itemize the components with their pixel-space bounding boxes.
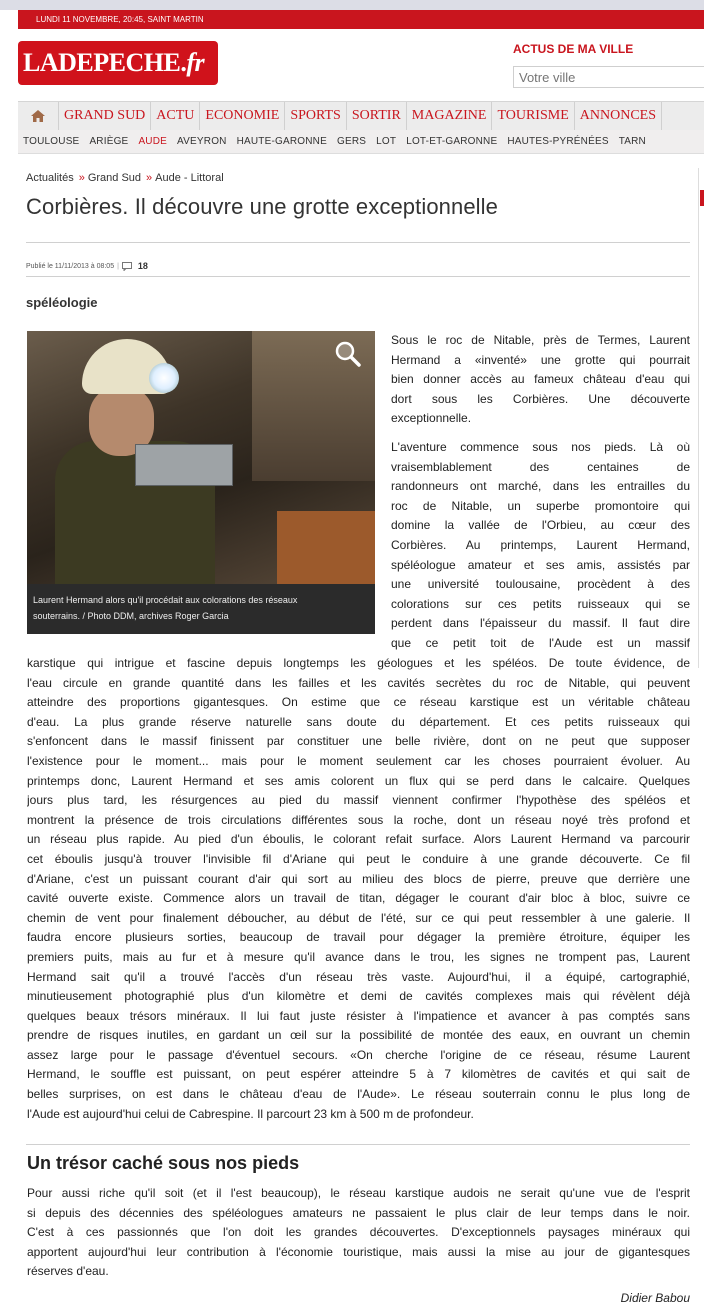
subnav-aude[interactable]: AUDE — [138, 136, 168, 147]
divider — [26, 242, 690, 243]
photo-caption — [27, 584, 375, 634]
publish-date: Publié le 11/11/2013 à 08:05 — [26, 262, 115, 270]
paragraph-conclusion — [27, 1184, 690, 1282]
text-line: dort sous les Corbières. Une découverte — [391, 391, 690, 406]
paragraph-body-wide — [27, 654, 690, 1124]
text-line: une université toulousaine, procèdent à des — [391, 577, 690, 592]
text-line: premiers puits, mais au fur et à mesure qu'il avance dans le trou, les signes ne trompent pas, Laurent — [27, 949, 690, 964]
text-line: un réseau plus rapide. Au pied d'un éboulis, le colorant refait surface. Alors Laurent Hermand va parcourir — [27, 832, 690, 847]
main-nav — [18, 101, 704, 131]
nav-item-magazine[interactable]: MAGAZINE — [407, 102, 493, 130]
text-line: que ce petit toit de l'Aude est un massif — [391, 635, 690, 650]
text-line: s'enfoncent dans le massif finissent par constituer une belle rivière, dont on ne peut que supposer — [27, 734, 690, 749]
article-subtitle: Un trésor caché sous nos pieds — [27, 1153, 300, 1173]
text-line: réserves d'eau. — [27, 1264, 109, 1279]
text-line: d'Ariane, c'est un puissant courant d'air qui sort au milieu des blocs de pierre, preuve que derrière une — [27, 871, 690, 886]
text-line: faudra encore plusieurs sorties, beaucoup de travail pour dégager la première étroiture, équiper les — [27, 930, 690, 945]
subnav-lot-et-garonne[interactable]: LOT-ET-GARONNE — [406, 136, 498, 147]
paragraph-intro — [391, 331, 690, 429]
text-line: Hermand sait qu'il a trouvé l'accès d'un réseau très vaste. Aujourd'hui, il a équipé, cartographié, — [27, 969, 690, 984]
text-line: quelques beaux trésors minéraux. Il lui faut juste résister à l'impatience et avancer à pas comptés sans — [27, 1008, 690, 1023]
text-line: montrent la présence de trois circulations différentes sous la roche, dont un réseau noyé très profond et — [27, 812, 690, 827]
article-meta — [26, 261, 148, 271]
text-line: randonneurs ont marché, dans les entrailles du — [391, 479, 690, 494]
breadcrumb — [26, 172, 224, 184]
subnav-aveyron[interactable]: AVEYRON — [177, 136, 227, 147]
nav-item-actu[interactable]: ACTU — [151, 102, 200, 130]
nav-item-sports[interactable]: SPORTS — [285, 102, 347, 130]
paragraph-body-narrow — [391, 438, 690, 654]
subnav-lot[interactable]: LOT — [376, 136, 397, 147]
text-line: bien donner accès au fameux château d'eau qui — [391, 372, 690, 387]
text-line: roc de Nitable, un superbe promontoire qui — [391, 498, 690, 513]
text-line: minutieusement photographié plus d'un kilomètre et demi de cavités complexes mais qui révèlent déjà — [27, 989, 690, 1004]
comment-icon[interactable] — [122, 262, 132, 271]
text-line: jours plus tard, les résurgences au pied du massif viennent confirmer l'hypothèse des spéléos et — [27, 793, 690, 808]
article-author: Didier Babou — [620, 1291, 690, 1305]
article-title: Corbières. Il découvre une grotte exceptionnelle — [26, 194, 498, 219]
text-line: Hermand a «inventé» une grotte qui pourrait — [391, 352, 690, 367]
photo-device — [135, 444, 233, 486]
subnav-tarn[interactable]: TARN — [618, 136, 646, 147]
text-line: karstique qui intrigue et fascine depuis longtemps les géologues et les spéléos. De toute évidence, de — [27, 656, 690, 670]
logo-main: LADEPECHE — [23, 48, 181, 77]
subnav-gers[interactable]: GERS — [336, 136, 367, 147]
breadcrumb-item[interactable]: Actualités — [26, 172, 74, 184]
text-line: Pour aussi riche qu'il soit (et il l'est beaucoup), le réseau karstique audois ne serait qu'une vue de l'esprit — [27, 1186, 690, 1200]
text-line: cavité ouverte existe. Commence alors un travail de titan, dégager le courant d'air bloc à bloc, suivre ce — [27, 891, 690, 906]
divider — [26, 276, 690, 277]
article-photo[interactable] — [27, 331, 375, 584]
breadcrumb-item[interactable]: Aude - Littoral — [155, 172, 224, 184]
text-line: belles surprises, on est dans le château d'eau de l'Aude». Le réseau souterrain connu le plus long de — [27, 1087, 690, 1102]
text-line: l'Aude est aujourd'hui celui de Cabrespine. Il parcourt 23 km à 500 m de profondeur. — [27, 1106, 474, 1121]
breadcrumb-separator: » — [146, 172, 153, 184]
nav-item-tourisme[interactable]: TOURISME — [492, 102, 574, 130]
text-line: exceptionnelle. — [391, 411, 472, 426]
nav-item-grand-sud[interactable]: GRAND SUD — [59, 102, 151, 130]
text-line: vraisemblablement des centaines de — [391, 459, 690, 474]
text-line: domine la vallée de l'Orbieu, au cœur des — [391, 518, 690, 533]
meta-separator: | — [117, 262, 119, 270]
nav-item-annonces[interactable]: ANNONCES — [575, 102, 662, 130]
subnav-haute-garonne[interactable]: HAUTE-GARONNE — [236, 136, 327, 147]
right-sidebar-edge — [698, 168, 704, 668]
text-line: cet éboulis jusqu'à trouver l'invisible fil d'Ariane qui peut le conduire à une grande découverte. Ce fil — [27, 851, 690, 866]
photo-board — [277, 511, 375, 584]
text-line: chemin de vent pour finalement déboucher, au début de l'été, sur ce qui peut ressembler à une galerie. Il — [27, 910, 690, 925]
text-line: C'est à ces passionnés que l'on doit les grandes découvertes. D'exceptionnels paysages minéraux qui — [27, 1225, 690, 1240]
text-line: si depuis des décennies des spéléologues amateurs ne passaient le plus clair de leur temps dans le noir. — [27, 1205, 690, 1220]
text-line: d'eau. La plus grande réserve naturelle sans doute du département. Et ces petits ruisseaux qui — [27, 714, 690, 729]
subnav-toulouse[interactable]: TOULOUSE — [23, 136, 80, 147]
text-line: colorations sur ces petits ruisseaux qui se — [391, 596, 690, 611]
caption-line: souterrains. / Photo DDM, archives Roger Garcia — [33, 611, 229, 621]
text-line: Sous le roc de Nitable, près de Termes, Laurent — [391, 333, 690, 347]
myville-label: ACTUS DE MA VILLE — [513, 42, 634, 56]
breadcrumb-item[interactable]: Grand Sud — [87, 172, 142, 184]
site-logo[interactable] — [18, 41, 218, 85]
text-line: prendre de risques inutiles, en gardant un œil sur la possibilité de montée des eaux, en ouvrant un chemin — [27, 1028, 690, 1043]
text-line: printemps donc, Laurent Hermand et ses amis colorent un flux qui se perd dans le calcaire. Quelques — [27, 773, 690, 788]
text-line: l'eau circule en grande quantité dans les failles et les cavités secrètes du roc de Nitable, qui peuvent — [27, 675, 690, 690]
subnav-hautes-pyrenees[interactable]: HAUTES-PYRÉNÉES — [507, 136, 609, 147]
text-line: Hermand, le souffle est puissant, on peut espérer atteindre 5 à 7 kilomètres de cavités et qui sait de — [27, 1067, 690, 1082]
article-kicker: spéléologie — [26, 295, 98, 310]
nav-item-economie[interactable]: ECONOMIE — [200, 102, 285, 130]
text-line: apportent aujourd'hui leur contribution à l'économie touristique, mais aussi la mise au jour de gigantesques — [27, 1244, 690, 1259]
nav-item-sortir[interactable]: SORTIR — [347, 102, 407, 130]
breadcrumb-separator: » — [78, 172, 85, 184]
date-bar: LUNDI 11 NOVEMBRE, 20:45, SAINT MARTIN — [18, 10, 704, 29]
text-line: l'existence pour le moment... mais pour le moment seulement car les choses pourraient évoluer. Au — [27, 753, 690, 768]
photo-headlamp — [149, 363, 179, 393]
sidebar-mark — [700, 190, 704, 206]
browser-top-strip — [0, 0, 704, 10]
divider — [26, 1144, 690, 1145]
caption-line: Laurent Hermand alors qu'il procédait aux colorations des réseaux — [33, 595, 298, 605]
text-line: assez large pour le passage d'éventuel secours. «On cherche l'origine de ce réseau, résume Laurent — [27, 1047, 690, 1062]
text-line: L'aventure commence sous nos pieds. Là où — [391, 440, 690, 454]
home-icon[interactable] — [18, 102, 59, 130]
logo-dot: . — [180, 48, 187, 77]
subnav-ariege[interactable]: ARIÈGE — [89, 136, 129, 147]
text-line: Corbières. Au printemps, Laurent Hermand, — [391, 537, 690, 552]
text-line: perdent dans l'épaisseur du massif. Il faut dire — [391, 616, 690, 631]
sub-nav — [18, 130, 704, 154]
logo-tld: fr — [186, 48, 205, 77]
zoom-icon[interactable] — [334, 340, 362, 368]
text-line: spéléologue amateur et ses amis, assistés par — [391, 557, 690, 572]
city-search-input[interactable] — [513, 66, 704, 88]
comment-count[interactable]: 18 — [137, 261, 148, 271]
text-line: atteindre des proportions gigantesques. On estime que ce réseau karstique est un véritable château — [27, 695, 690, 710]
